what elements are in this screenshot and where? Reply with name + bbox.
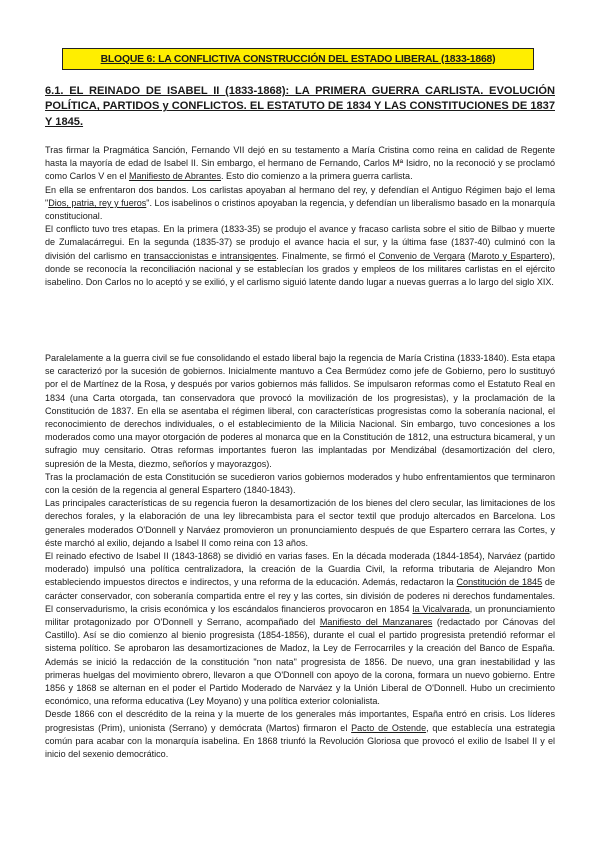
block-title: BLOQUE 6: LA CONFLICTIVA CONSTRUCCIÓN DEL ESTADO LIBERAL (1833-1868) — [100, 53, 496, 65]
underlined-term: Pacto de Ostende — [351, 722, 427, 733]
underlined-term: Constitución de 1845 — [456, 577, 543, 588]
underlined-term: Dios, patria, rey y fueros — [48, 197, 147, 208]
underlined-term: la Vicalvarada — [412, 603, 470, 614]
paragraph-stages: El conflicto tuvo tres etapas. En la primera (1833-35) se produjo el avance y fracaso carlista sobre el sitio de Bilbao y muerte de Zumalacárregui. En la segunda (1835-37) se produjo el avance hacia el sur, y la última fase (1837-40) culminó con la división del carlismo en transaccionistas e intransigentes. Finalmente, se firmó el Convenio de Vergara (Maroto y Espartero), donde se reconocía la reconciliación nacional y se establecían los grados y empleos de los militares carlistas en el ejército isabelino. Don Carlos no lo aceptó y se exilió, y el carlismo siguió latente dando lugar a nuevas guerras a lo largo del siglo XIX. — [45, 224, 555, 288]
underlined-term: Maroto y Espartero — [471, 250, 550, 261]
underlined-term: Manifiesto de Abrantes — [128, 171, 222, 182]
paragraph-espartero: Tras la proclamación de esta Constitución se sucedieron varios gobiernos moderados y hubo enfrentamientos que terminaron con la cesión de la regencia al general Espartero (1840-1843). — [45, 471, 555, 496]
underlined-term: transaccionistas e intransigentes — [143, 250, 277, 261]
block-title-banner — [62, 48, 534, 70]
paragraph-bands: En ella se enfrentaron dos bandos. Los carlistas apoyaban al hermano del rey, y defendían el Antiguo Régimen bajo el lema "Dios, patria, rey y fueros". Los isabelinos o cristinos apoyaban la regencia, y defendían un liberalismo basado en la monarquía constitucional. — [45, 184, 555, 222]
text-block-war — [45, 144, 555, 289]
section-title: 6.1. EL REINADO DE ISABEL II (1833-1868): LA PRIMERA GUERRA CARLISTA. EVOLUCIÓN POLÍTICA, PARTIDOS y CONFLICTOS. EL ESTATUTO DE 1834 Y LAS CONSTITUCIONES DE 1837 Y 1845. — [45, 85, 555, 128]
paragraph-succession: Tras firmar la Pragmática Sanción, Fernando VII dejó en su testamento a María Cristina como reina en calidad de Regente hasta la mayoría de edad de Isabel II. Sin embargo, el hermano de Fernando, Carlos Mª Isidro, no la reconoció y se proclamó como Carlos V en el Manifiesto de Abrantes. Esto dio comienzo a la primera guerra carlista. — [45, 145, 555, 182]
paragraph-isabel-reign: El reinado efectivo de Isabel II (1843-1868) se dividió en varias fases. En la década moderada (1844-1854), Narváez (partido moderado) impulsó una política centralizadora, la creación de la Guardia Civil, la reforma tributaria de Alejandro Mon estableciendo impuestos directos e indirectos, y una reforma de la educación. Además, redactaron la Constitución de 1845 de carácter conservador, con soberanía compartida entre el rey y las cortes, sin división de poderes ni derechos fundamentales. El conservadurismo, la crisis económica y los escándalos financieros provocaron en 1854 la Vicalvarada, un pronunciamiento militar protagonizado por O'Donnell y Serrano, acompañado del Manifiesto del Manzanares (redactado por Cánovas del Castillo). Así se dio comienzo al bienio progresista (1854-1856), durante el cual el partido progresista pretendió reformar el sistema político. Se aprobaron las desamortizaciones de Madoz, la Ley de Ferrocarriles y la creación del Banco de España. Además se inició la redacción de la constitución "non nata" progresista de 1856. De nuevo, una gran inestabilidad y las primeras huelgas del movimiento obrero, llevaron a que O'Donnell con apoyo de la corona, formara un nuevo gobierno. Entre 1856 y 1868 se alternan en el poder el Partido Moderado de Narváez y la Unión Liberal de O'Donnell. Hubo un crecimiento económico, una reforma educativa (Ley Moyano) y una política exterior colonialista. — [45, 551, 556, 707]
underlined-term: Convenio de Vergara — [378, 250, 465, 261]
paragraph-crisis-1866: Desde 1866 con el descrédito de la reina y la muerte de los generales más importantes, España entró en crisis. Los líderes progresistas (Prim), unionista (Serrano) y demócrata (Martos) firmaron el Pacto de Ostende, que establecía una estrategia común para acabar con la monarquía isabelina. En 1868 triunfó la Revolución Gloriosa que provocó el exilio de Isabel II y el inicio del sexenio democrático. — [45, 709, 555, 760]
text-block-liberal-state — [45, 352, 555, 761]
underlined-term: Manifiesto del Manzanares — [319, 617, 433, 628]
paragraph-regency-features: Las principales características de su regencia fueron la desamortización de los bienes del clero secular, las limitaciones de los derechos forales, y la elaboración de una ley librecambista para el sector textil que produjo altercados en Barcelona. Los generales moderados O'Donnell y Narváez promovieron un pronunciamiento después de que Espartero cerrara las Cortes, y éste marchó al exilio, dejando a Isabel II como reina con 13 años. — [45, 498, 555, 548]
paragraph-regency-maria-cristina: Paralelamente a la guerra civil se fue consolidando el estado liberal bajo la regencia de María Cristina (1833-1840). Esta etapa se caracterizó por la sucesión de gobiernos. Inicialmente mantuvo a Cea Bermúdez como jefe de Gobierno, pero lo sustituyó por el de Martínez de la Rosa, y después por varios gobiernos más fallidos. Se impulsaron reformas como el Estatuto Real en 1834 (una Carta otorgada, tan conservadora que provocó la movilización de los progresistas), y la proclamación de la Constitución de 1837. En ella se asentaba el régimen liberal, con características progresistas como la soberanía nacional, el reconocimiento de derechos individuales, o el establecimiento de la Milicia Nacional. Sin embargo, tuvo concesiones a los moderados como una mayor otorgación de poderes al monarca que en la Constitución de 1812, una estructura bicameral, y un sufragio muy censitario. Otras reformas importantes fueron las implantadas por Mendizábal (desamortización del clero, supresión de la Mesta, diezmo, señoríos y mayorazgos). — [45, 353, 555, 469]
